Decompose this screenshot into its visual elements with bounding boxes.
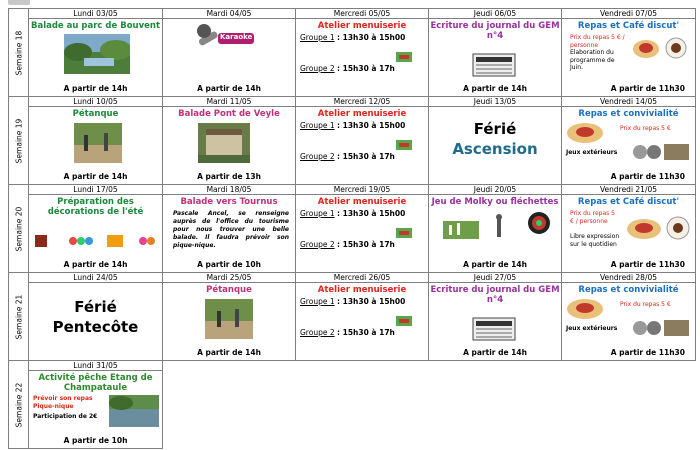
holiday-name: Pentecôte	[52, 318, 139, 336]
day-header: Mercredi 05/05	[296, 9, 429, 19]
group-2-line: Groupe 2 : 15h30 à 17h	[300, 240, 395, 249]
price-note: Prix du repas 5 €	[620, 125, 671, 132]
group-1-line: Groupe 1 : 13h30 à 15h00	[300, 121, 406, 130]
activity-title: Jeu de Molky ou fléchettes	[431, 197, 559, 207]
petanque-photo	[74, 123, 122, 163]
info-note: Jeux extérieurs	[566, 149, 618, 156]
holiday-label: Férié	[74, 298, 117, 316]
activity-time: A partir de 14h	[63, 260, 128, 269]
week-label: Semaine 18	[9, 9, 29, 97]
woodwork-icon	[396, 52, 412, 62]
day-header: Lundi 10/05	[29, 97, 163, 107]
activity-title: Pétanque	[206, 285, 252, 295]
meal-icon	[566, 121, 604, 143]
molky-darts-icon	[443, 211, 553, 241]
activity-cell	[562, 19, 696, 97]
price-note: Prix du repas 5 € / personne	[570, 210, 615, 225]
day-header: Vendredi 07/05	[562, 9, 696, 19]
activity-time: A partir de 14h	[463, 260, 527, 269]
day-header: Jeudi 06/05	[429, 9, 562, 19]
park-photo	[64, 34, 130, 74]
day-header: Lundi 24/05	[29, 273, 163, 283]
pont-de-veyle-photo	[198, 123, 250, 163]
day-header: Lundi 17/05	[29, 185, 163, 195]
activity-title: Repas et convivialité	[578, 285, 679, 295]
activity-cell	[163, 19, 296, 97]
activity-title: Repas et Café discut'	[577, 21, 680, 31]
day-header: Vendredi 28/05	[562, 273, 696, 283]
activity-title: Atelier menuiserie	[317, 197, 407, 207]
holiday-label: Férié	[473, 120, 517, 138]
day-header: Mardi 25/05	[163, 273, 296, 283]
activity-cell	[296, 19, 429, 97]
activity-cell	[29, 283, 163, 361]
activity-time: A partir de 10h	[197, 260, 261, 269]
activity-cell	[163, 107, 296, 185]
activity-title: Balade vers Tournus	[180, 197, 278, 207]
activity-title: Balade au parc de Bouvent	[30, 21, 161, 31]
price-note: Prix du repas 5 € / personne	[570, 34, 625, 49]
group-1-line: Groupe 1 : 13h30 à 15h00	[300, 33, 406, 42]
activity-cell	[296, 107, 429, 185]
activity-title: Activité pêche Etang de Champataule	[38, 373, 153, 393]
newspaper-icon	[472, 52, 516, 78]
activity-title: Pétanque	[72, 109, 119, 119]
day-header-row	[9, 361, 696, 371]
meal-icon	[626, 215, 694, 241]
activity-time: A partir de 13h	[197, 172, 261, 181]
activity-title: Repas et convivialité	[578, 109, 679, 119]
week-label: Semaine 21	[9, 273, 29, 361]
petanque-photo	[205, 299, 253, 339]
activity-title: Ecriture du journal du GEM n°4	[430, 21, 560, 41]
day-header-row	[9, 9, 696, 19]
meal-icon	[566, 297, 604, 319]
activity-title: Atelier menuiserie	[317, 109, 407, 119]
day-header: Vendredi 14/05	[562, 97, 696, 107]
info-note: Jeux extérieurs	[566, 325, 618, 332]
activity-time: A partir de 14h	[463, 348, 527, 357]
info-note: Libre expression sur le quotidien	[570, 233, 620, 248]
decorations-icon	[35, 233, 159, 249]
activity-title: Repas et Café discut'	[577, 197, 680, 207]
week-label: Semaine 19	[9, 97, 29, 185]
fee-note: Participation de 2€	[33, 413, 98, 420]
day-header: Mardi 04/05	[163, 9, 296, 19]
activity-time: A partir de 14h	[463, 84, 527, 93]
activity-cell	[562, 195, 696, 273]
day-header: Mardi 11/05	[163, 97, 296, 107]
activity-time: A partir de 10h	[63, 436, 128, 445]
activity-note: Pascale Ancel, se renseigne auprès de l'office du tourisme pour nous trouver une belle balade. Il faudra prévoir son pique-nique.	[173, 210, 289, 249]
day-header-row	[9, 97, 696, 107]
activity-title: Préparation des décorations de l'été	[47, 197, 144, 217]
day-header: Jeudi 13/05	[429, 97, 562, 107]
activity-time: A partir de 11h30	[610, 84, 685, 93]
group-2-line: Groupe 2 : 15h30 à 17h	[300, 152, 395, 161]
woodwork-icon	[396, 140, 412, 150]
day-header: Mercredi 19/05	[296, 185, 429, 195]
day-header: Vendredi 21/05	[562, 185, 696, 195]
activity-cell	[429, 195, 562, 273]
day-header: Mercredi 26/05	[296, 273, 429, 283]
newspaper-icon	[472, 316, 516, 342]
meal-note: Prévoir son repas	[33, 395, 93, 402]
day-header: Jeudi 20/05	[429, 185, 562, 195]
corner-tab	[8, 0, 30, 5]
holiday-name: Ascension	[452, 140, 538, 158]
activity-time: A partir de 14h	[63, 84, 128, 93]
day-header-row	[9, 273, 696, 283]
activity-time: A partir de 11h30	[610, 172, 685, 181]
activity-time: A partir de 11h30	[610, 348, 685, 357]
meal-icon	[632, 35, 692, 61]
outdoor-games-icon	[632, 143, 690, 161]
activity-time: A partir de 14h	[63, 172, 128, 181]
info-note: Elaboration du programme de Juin.	[570, 49, 615, 71]
activity-cell	[29, 107, 163, 185]
activity-cell	[163, 283, 296, 361]
activity-cell	[29, 371, 163, 449]
activity-time: A partir de 14h	[197, 348, 261, 357]
activity-cell	[29, 195, 163, 273]
group-1-line: Groupe 1 : 13h30 à 15h00	[300, 297, 406, 306]
activity-title: Balade Pont de Veyle	[178, 109, 280, 119]
day-header: Lundi 03/05	[29, 9, 163, 19]
karaoke-badge: Karaoke	[220, 33, 253, 41]
activity-cell	[429, 283, 562, 361]
activity-cell	[29, 19, 163, 97]
activity-title: Atelier menuiserie	[317, 21, 407, 31]
activity-cell	[163, 195, 296, 273]
day-header: Lundi 31/05	[29, 361, 163, 371]
fishing-pond-photo	[109, 395, 159, 427]
picnic-note: Pique-nique	[33, 403, 74, 410]
activity-time: A partir de 11h30	[610, 260, 685, 269]
day-header: Mardi 18/05	[163, 185, 296, 195]
activity-cell	[296, 283, 429, 361]
day-header: Mercredi 12/05	[296, 97, 429, 107]
activity-title: Ecriture du journal du GEM n°4	[430, 285, 560, 305]
activity-cell	[562, 107, 696, 185]
week-label: Semaine 22	[9, 361, 29, 449]
group-2-line: Groupe 2 : 15h30 à 17h	[300, 328, 395, 337]
woodwork-icon	[396, 228, 412, 238]
week-label: Semaine 20	[9, 185, 29, 273]
woodwork-icon	[396, 316, 412, 326]
calendar-table	[8, 8, 696, 449]
activity-title: Atelier menuiserie	[317, 285, 407, 295]
activity-cell	[562, 283, 696, 361]
outdoor-games-icon	[632, 319, 690, 337]
day-header: Jeudi 27/05	[429, 273, 562, 283]
activity-cell	[429, 107, 562, 185]
group-2-line: Groupe 2 : 15h30 à 17h	[300, 64, 395, 73]
activity-cell	[429, 19, 562, 97]
group-1-line: Groupe 1 : 13h30 à 15h00	[300, 209, 406, 218]
price-note: Prix du repas 5 €	[620, 301, 671, 308]
day-header-row	[9, 185, 696, 195]
activity-cell	[296, 195, 429, 273]
activity-time: A partir de 14h	[197, 84, 261, 93]
